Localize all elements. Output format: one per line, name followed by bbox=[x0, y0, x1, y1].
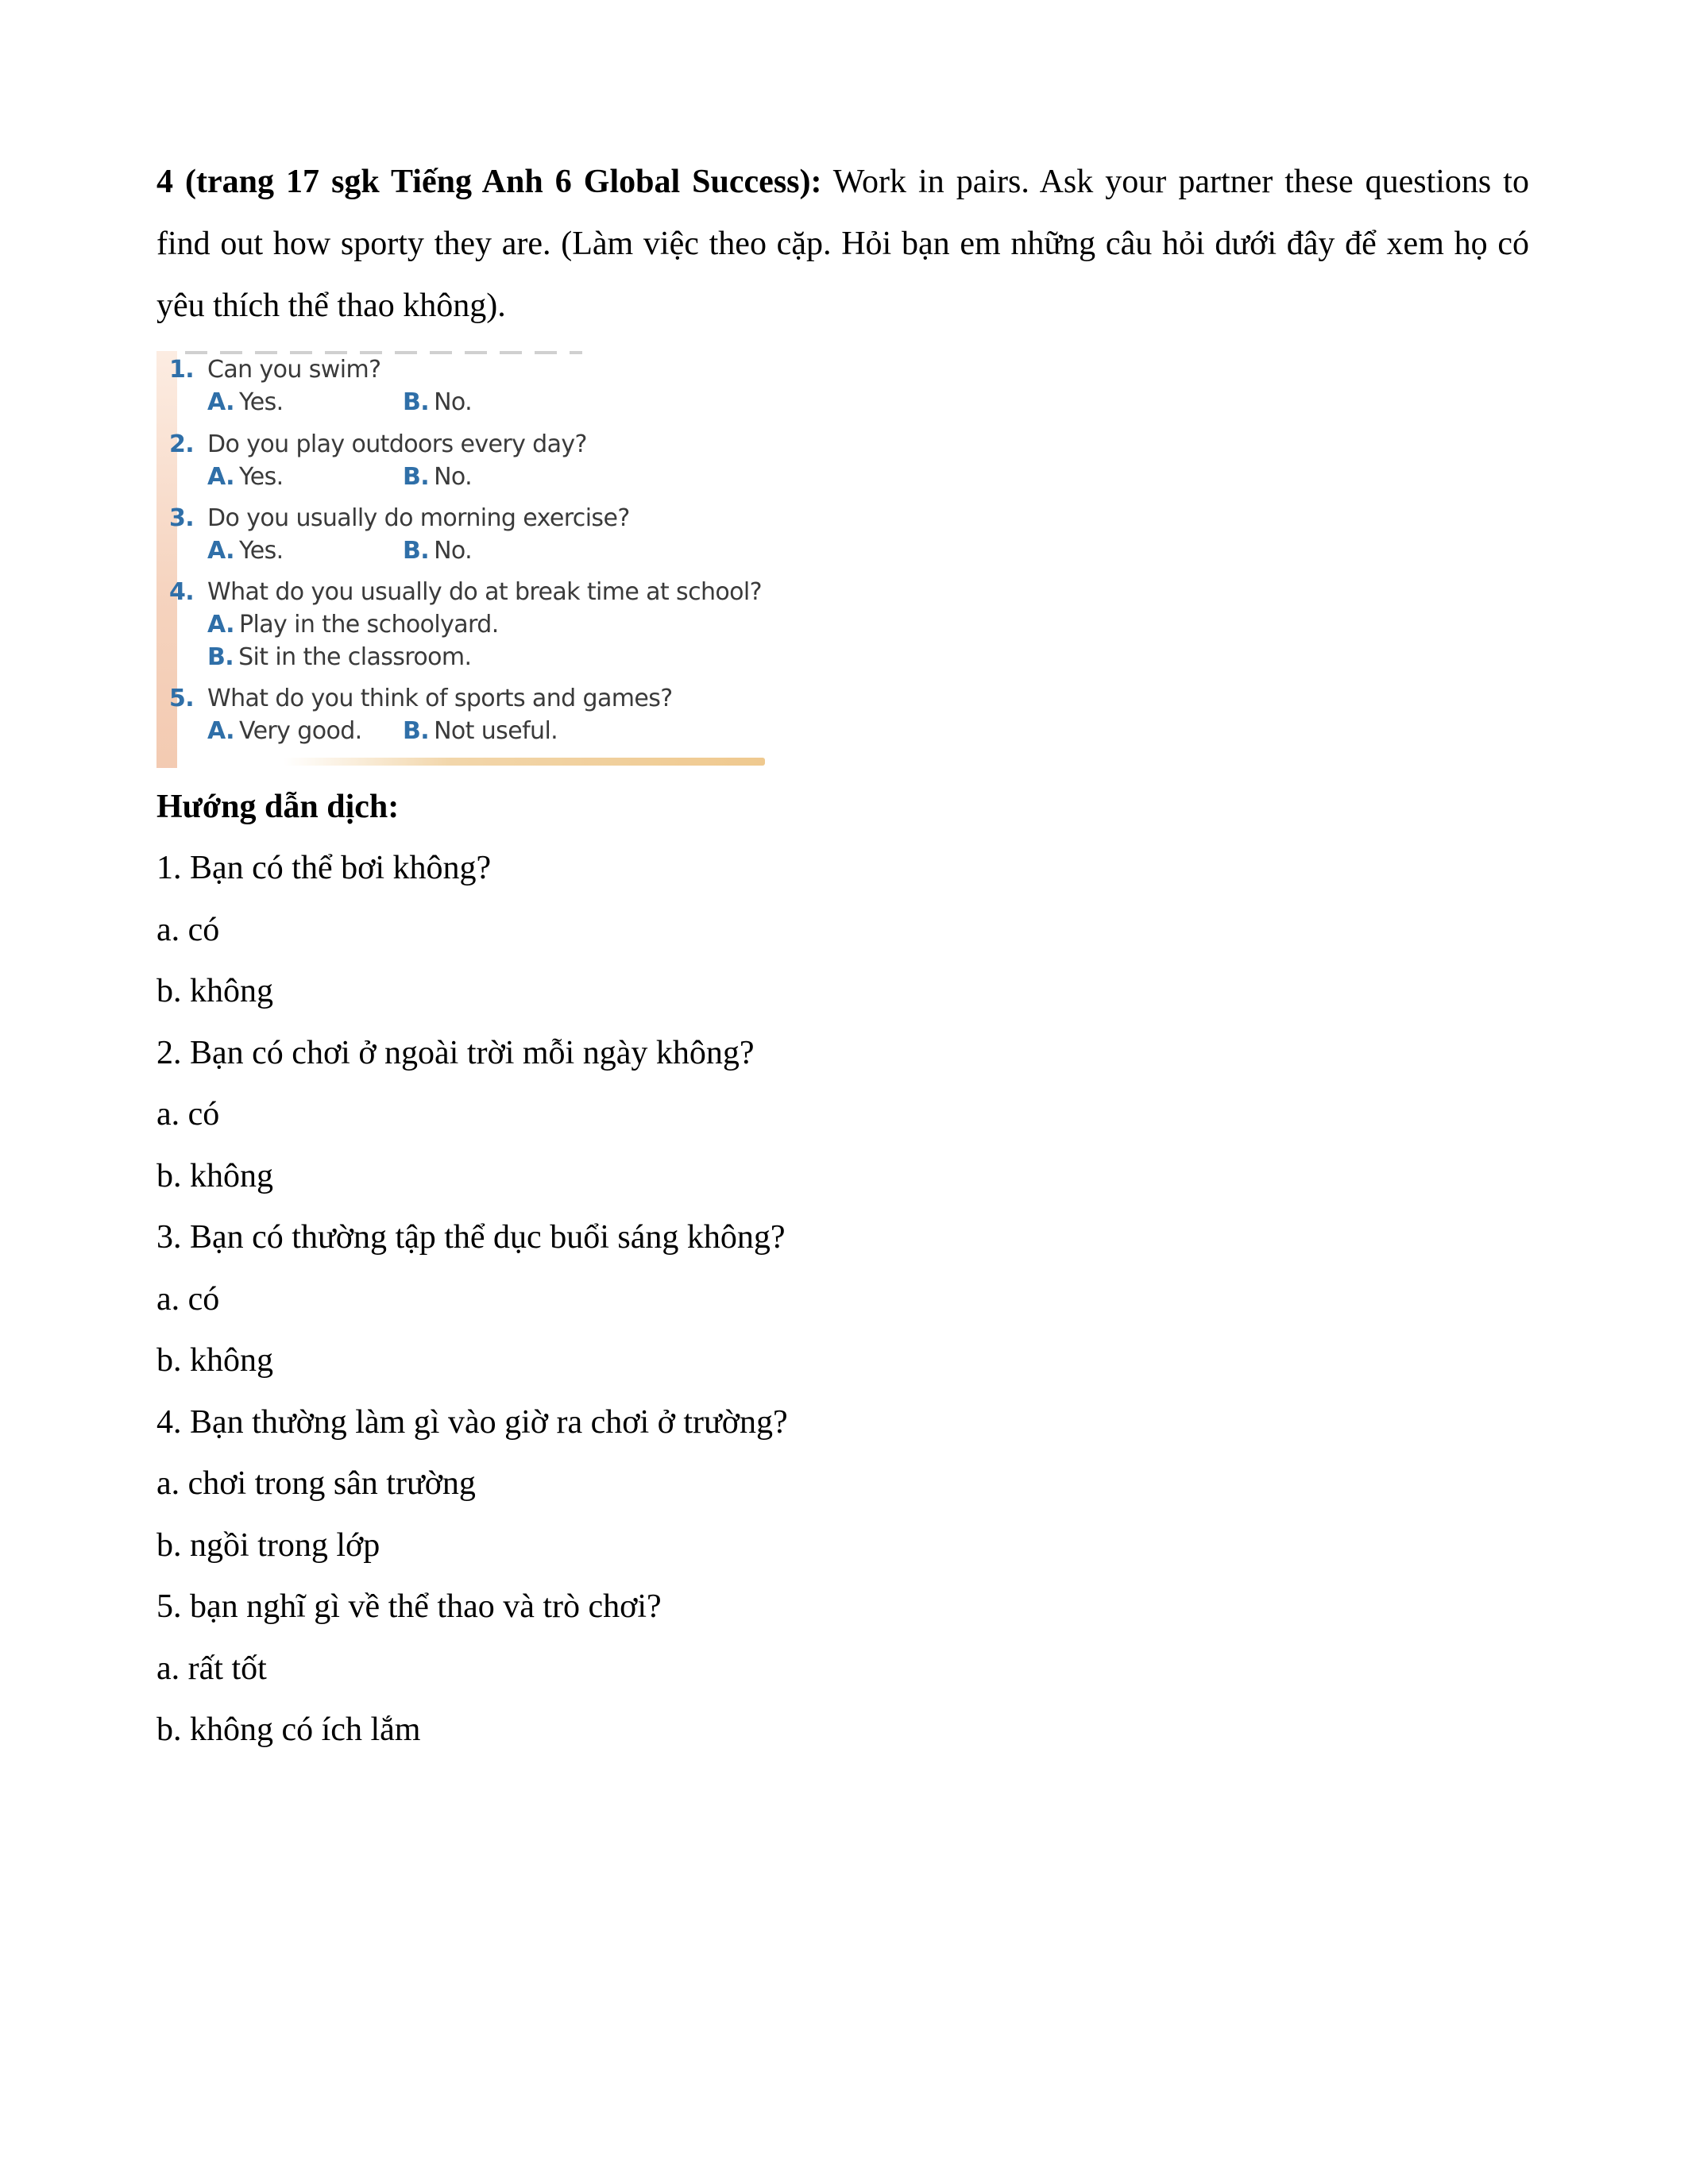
question-5 bbox=[169, 685, 673, 712]
question-3 bbox=[169, 504, 630, 532]
translation-line: a. có bbox=[156, 911, 220, 948]
exercise-intro bbox=[156, 151, 1529, 337]
question-number: 4. bbox=[169, 578, 195, 606]
option-letter: B. bbox=[403, 537, 430, 565]
option-text: No. bbox=[434, 388, 473, 416]
option-text: Yes. bbox=[238, 463, 284, 491]
translation-line: a. có bbox=[156, 1280, 220, 1318]
question-2-option-a bbox=[207, 463, 284, 491]
option-text: Yes. bbox=[238, 537, 284, 565]
translation-line: b. không có ích lắm bbox=[156, 1711, 421, 1748]
question-5-option-b bbox=[403, 717, 558, 745]
question-2 bbox=[169, 430, 587, 458]
question-text: Can you swim? bbox=[207, 356, 381, 384]
question-3-option-a bbox=[207, 537, 284, 565]
question-1-option-a bbox=[207, 388, 284, 416]
question-text: Do you usually do morning exercise? bbox=[207, 504, 630, 532]
decorative-dashes bbox=[185, 351, 582, 354]
translation-line: b. ngồi trong lớp bbox=[156, 1526, 380, 1564]
translation-line: b. không bbox=[156, 973, 273, 1009]
translation-line: a. rất tốt bbox=[156, 1650, 267, 1687]
option-text: Not useful. bbox=[434, 717, 558, 745]
exercise-instruction: Work in pairs. Ask your partner these questions to find out how sporty they are. (Làm việc theo cặp. Hỏi bạn em những câu hỏi dưới đây để xem họ có yêu thích thể thao không). bbox=[156, 164, 1529, 324]
translation-line: a. chơi trong sân trường bbox=[156, 1465, 476, 1502]
option-letter: A. bbox=[207, 463, 234, 491]
translation-line: 2. Bạn có chơi ở ngoài trời mỗi ngày không? bbox=[156, 1034, 755, 1071]
option-text: Yes. bbox=[238, 388, 284, 416]
question-5-option-a bbox=[207, 717, 362, 745]
decorative-bottom-bar bbox=[284, 758, 765, 766]
question-1-option-b bbox=[403, 388, 472, 416]
translation-line: 4. Bạn thường làm gì vào giờ ra chơi ở trường? bbox=[156, 1403, 788, 1441]
option-text: Play in the schoolyard. bbox=[238, 611, 499, 639]
question-3-option-b bbox=[403, 537, 472, 565]
translation-line: b. không bbox=[156, 1157, 273, 1194]
question-4-option-b bbox=[207, 643, 471, 671]
option-text: No. bbox=[434, 537, 473, 565]
option-letter: A. bbox=[207, 611, 234, 639]
question-4 bbox=[169, 578, 762, 606]
question-number: 5. bbox=[169, 685, 195, 712]
question-4-option-a bbox=[207, 611, 499, 639]
document-page bbox=[156, 151, 1529, 1761]
option-letter: A. bbox=[207, 388, 234, 416]
question-text: What do you usually do at break time at school? bbox=[207, 578, 762, 606]
question-2-option-b bbox=[403, 463, 472, 491]
translation-title: Hướng dẫn dịch: bbox=[156, 789, 400, 825]
textbook-excerpt-image bbox=[156, 351, 768, 768]
question-text: Do you play outdoors every day? bbox=[207, 430, 587, 458]
translation-line: a. có bbox=[156, 1096, 220, 1133]
question-number: 2. bbox=[169, 430, 195, 458]
translation-line: 3. Bạn có thường tập thể dục buổi sáng không? bbox=[156, 1219, 786, 1256]
translation-line: 5. bạn nghĩ gì về thể thao và trò chơi? bbox=[156, 1588, 662, 1625]
option-text: Very good. bbox=[238, 717, 362, 745]
question-1 bbox=[169, 356, 380, 384]
option-letter: A. bbox=[207, 717, 234, 745]
option-letter: B. bbox=[403, 463, 430, 491]
option-letter: B. bbox=[403, 388, 430, 416]
exercise-label: 4 (trang 17 sgk Tiếng Anh 6 Global Success): bbox=[156, 164, 822, 200]
option-letter: B. bbox=[207, 643, 234, 671]
question-number: 3. bbox=[169, 504, 195, 532]
option-text: No. bbox=[434, 463, 473, 491]
option-letter: B. bbox=[403, 717, 430, 745]
question-number: 1. bbox=[169, 356, 195, 384]
option-text: Sit in the classroom. bbox=[238, 643, 472, 671]
option-letter: A. bbox=[207, 537, 234, 565]
translation-line: 1. Bạn có thể bơi không? bbox=[156, 850, 492, 886]
question-text: What do you think of sports and games? bbox=[207, 685, 673, 712]
translation-line: b. không bbox=[156, 1342, 273, 1379]
